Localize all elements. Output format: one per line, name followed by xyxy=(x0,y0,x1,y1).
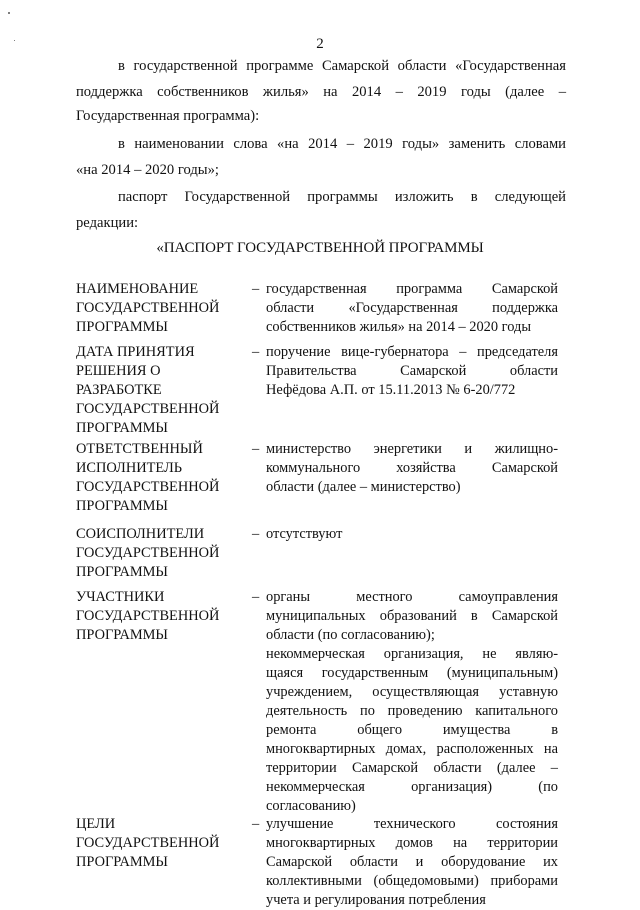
passport-value-line: органы местного самоуправления xyxy=(266,589,558,605)
passport-row-dash: – xyxy=(252,344,260,360)
intro-line-6: паспорт Государственной программы изложить в следующей xyxy=(118,189,566,205)
passport-row-value xyxy=(266,280,558,337)
passport-row-label: ЦЕЛИ ГОСУДАРСТВЕННОЙ ПРОГРАММЫ xyxy=(76,816,220,870)
passport-value-line: многоквартирных домов на территории xyxy=(266,835,558,851)
passport-value-line: ремонта общего имущества в xyxy=(266,722,558,738)
passport-value-line: области «Государственная поддержка xyxy=(266,300,558,316)
intro-paragraph-3 xyxy=(76,187,566,207)
passport-row-dash: – xyxy=(252,281,260,297)
passport-row-value xyxy=(266,815,558,910)
passport-row-dash: – xyxy=(252,441,260,457)
passport-value-line: некоммерческая организация, не являю- xyxy=(266,646,558,662)
passport-value-line: муниципальных образований в Самарской xyxy=(266,608,558,624)
passport-row-label: НАИМЕНОВАНИЕ ГОСУДАРСТВЕННОЙ ПРОГРАММЫ xyxy=(76,281,220,335)
passport-row-value xyxy=(266,525,558,544)
passport-value-line: коммунального хозяйства Самарской xyxy=(266,460,558,476)
passport-row-dash: – xyxy=(252,816,260,832)
passport-value-line: коллективными (общедомовыми) приборами xyxy=(266,873,558,889)
passport-value-line: согласованию) xyxy=(266,798,356,814)
passport-row-label: УЧАСТНИКИ ГОСУДАРСТВЕННОЙ ПРОГРАММЫ xyxy=(76,589,220,643)
passport-value-line: деятельность по проведению капитального xyxy=(266,703,558,719)
passport-value-line: Самарской области и оборудование их xyxy=(266,854,558,870)
intro-line-1: в государственной программе Самарской области «Государственная xyxy=(118,58,566,74)
intro-line-7: редакции: xyxy=(76,215,139,231)
passport-row-dash: – xyxy=(252,526,260,542)
passport-row-label: СОИСПОЛНИТЕЛИ ГОСУДАРСТВЕННОЙ ПРОГРАММЫ xyxy=(76,526,220,580)
passport-value-line: учреждением, осуществляющая уставную xyxy=(266,684,558,700)
passport-row-value xyxy=(266,343,558,400)
passport-value-line: поручение вице-губернатора – председателя xyxy=(266,344,558,360)
passport-value-line: улучшение технического состояния xyxy=(266,816,558,832)
intro-paragraph-2 xyxy=(76,134,566,154)
passport-row-value xyxy=(266,440,558,497)
passport-value-line: территории Самарской области (далее – xyxy=(266,760,558,776)
passport-value-line: собственников жилья» на 2014 – 2020 годы xyxy=(266,319,531,335)
intro-line-2-block xyxy=(76,82,566,102)
intro-paragraph-1 xyxy=(76,56,566,76)
passport-value-line: области (далее – министерство) xyxy=(266,479,461,495)
passport-value-line: Нефёдова А.П. от 15.11.2013 № 6-20/772 xyxy=(266,382,516,398)
intro-line-5-block xyxy=(76,160,566,180)
passport-row-dash: – xyxy=(252,589,260,605)
passport-title: «ПАСПОРТ ГОСУДАРСТВЕННОЙ ПРОГРАММЫ xyxy=(156,240,484,256)
intro-line-3-block xyxy=(76,106,566,126)
passport-value-line: учета и регулирования потребления xyxy=(266,892,486,908)
passport-value-line: некоммерческая организация) (по xyxy=(266,779,558,795)
passport-value-line: многоквартирных домах, расположенных на xyxy=(266,741,558,757)
scan-speck xyxy=(8,12,10,14)
passport-row-value xyxy=(266,588,558,816)
passport-row-label: ОТВЕТСТВЕННЫЙ ИСПОЛНИТЕЛЬ ГОСУДАРСТВЕННОЙ ПРОГРАММЫ xyxy=(76,441,220,514)
passport-value-line: государственная программа Самарской xyxy=(266,281,558,297)
page-number: 2 xyxy=(316,36,324,52)
passport-value-line: Правительства Самарской области xyxy=(266,363,558,379)
intro-line-3: Государственная программа): xyxy=(76,108,260,124)
intro-line-7-block xyxy=(76,213,566,233)
intro-line-5: «на 2014 – 2020 годы»; xyxy=(76,162,219,178)
passport-value-line: области (по согласованию); xyxy=(266,627,435,643)
passport-row-label: ДАТА ПРИНЯТИЯ РЕШЕНИЯ О РАЗРАБОТКЕ ГОСУДАРСТВЕННОЙ ПРОГРАММЫ xyxy=(76,344,220,436)
passport-value-line: министерство энергетики и жилищно- xyxy=(266,441,558,457)
intro-line-2: поддержка собственников жилья» на 2014 – 2019 годы (далее – xyxy=(76,84,566,100)
passport-value-line: отсутствуют xyxy=(266,526,343,542)
intro-line-4: в наименовании слова «на 2014 – 2019 годы» заменить словами xyxy=(118,136,566,152)
passport-value-line: щаяся государственным (муниципальным) xyxy=(266,665,558,681)
